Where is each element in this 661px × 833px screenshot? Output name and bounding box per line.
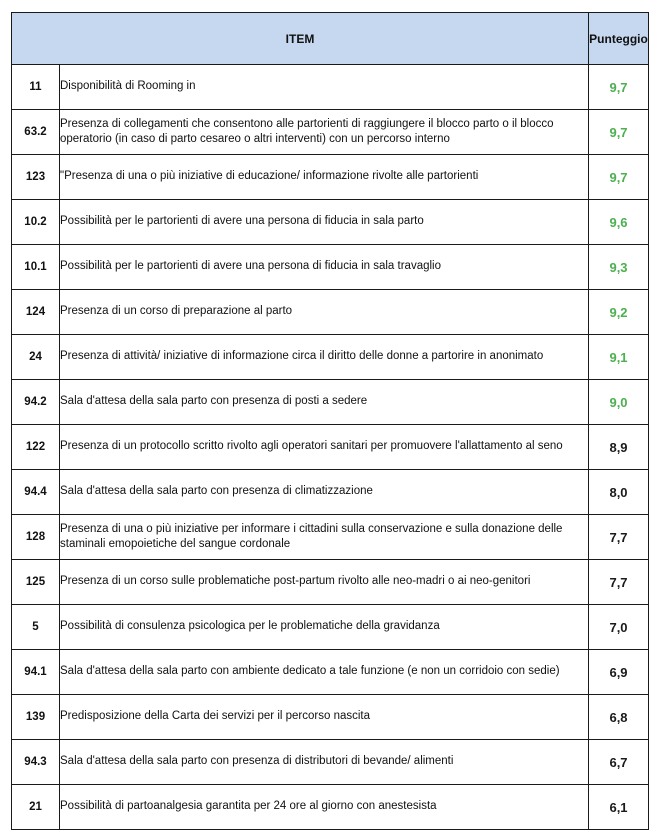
item-description: Possibilità di partoanalgesia garantita per 24 ore al giorno con anestesista: [60, 785, 589, 830]
table-row: [12, 785, 649, 830]
item-code: 125: [12, 560, 60, 605]
table-row: [12, 200, 649, 245]
item-description: Presenza di attività/ iniziative di informazione circa il diritto delle donne a partorire in anonimato: [60, 335, 589, 380]
item-description: Presenza di una o più iniziative per informare i cittadini sulla conservazione e sulla donazione delle staminali emopoietiche del sangue cordonale: [60, 515, 589, 560]
table-row: [12, 650, 649, 695]
item-code: 94.4: [12, 470, 60, 515]
table-row: [12, 155, 649, 200]
score-value: 6,1: [589, 785, 649, 830]
item-code: 24: [12, 335, 60, 380]
score-value: 8,9: [589, 425, 649, 470]
score-value: 9,2: [589, 290, 649, 335]
item-description: Disponibilità di Rooming in: [60, 65, 589, 110]
item-code: 10.1: [12, 245, 60, 290]
score-value: 9,0: [589, 380, 649, 425]
item-code: 123: [12, 155, 60, 200]
scores-table: [11, 12, 649, 830]
table-row: [12, 110, 649, 155]
item-code: 21: [12, 785, 60, 830]
score-value: 6,9: [589, 650, 649, 695]
score-value: 9,1: [589, 335, 649, 380]
item-description: Presenza di un corso sulle problematiche post-partum rivolto alle neo-madri o ai neo-genitori: [60, 560, 589, 605]
item-code: 94.2: [12, 380, 60, 425]
table-row: [12, 65, 649, 110]
item-code: 10.2: [12, 200, 60, 245]
table-row: [12, 740, 649, 785]
item-code: 5: [12, 605, 60, 650]
table-row: [12, 470, 649, 515]
item-code: 94.3: [12, 740, 60, 785]
item-code: 139: [12, 695, 60, 740]
item-description: Sala d'attesa della sala parto con presenza di distributori di bevande/ alimenti: [60, 740, 589, 785]
item-description: Sala d'attesa della sala parto con ambiente dedicato a tale funzione (e non un corridoio con sedie): [60, 650, 589, 695]
item-description: Sala d'attesa della sala parto con presenza di posti a sedere: [60, 380, 589, 425]
score-value: 6,8: [589, 695, 649, 740]
score-value: 9,7: [589, 110, 649, 155]
item-description: Sala d'attesa della sala parto con presenza di climatizzazione: [60, 470, 589, 515]
header-row: [12, 13, 649, 65]
item-code: 124: [12, 290, 60, 335]
table-row: [12, 695, 649, 740]
item-code: 11: [12, 65, 60, 110]
table-row: [12, 380, 649, 425]
table-row: [12, 335, 649, 380]
item-code: 63.2: [12, 110, 60, 155]
item-code: 94.1: [12, 650, 60, 695]
item-description: Possibilità per le partorienti di avere una persona di fiducia in sala travaglio: [60, 245, 589, 290]
score-value: 9,3: [589, 245, 649, 290]
score-value: 7,7: [589, 560, 649, 605]
table-row: [12, 515, 649, 560]
score-value: 6,7: [589, 740, 649, 785]
item-description: Presenza di un protocollo scritto rivolto agli operatori sanitari per promuovere l'allattamento al seno: [60, 425, 589, 470]
item-description: Presenza di un corso di preparazione al parto: [60, 290, 589, 335]
score-value: 7,7: [589, 515, 649, 560]
item-description: Possibilità per le partorienti di avere una persona di fiducia in sala parto: [60, 200, 589, 245]
score-column-header: Punteggio: [589, 13, 649, 65]
score-value: 8,0: [589, 470, 649, 515]
score-value: 9,7: [589, 155, 649, 200]
item-description: Predisposizione della Carta dei servizi per il percorso nascita: [60, 695, 589, 740]
item-description: Presenza di collegamenti che consentono alle partorienti di raggiungere il blocco parto o il blocco operatorio (in caso di parto cesareo o altri interventi) con un percorso interno: [60, 110, 589, 155]
item-column-header: ITEM: [12, 13, 589, 65]
item-description: "Presenza di una o più iniziative di educazione/ informazione rivolte alle partorienti: [60, 155, 589, 200]
score-value: 9,7: [589, 65, 649, 110]
item-code: 122: [12, 425, 60, 470]
item-description: Possibilità di consulenza psicologica per le problematiche della gravidanza: [60, 605, 589, 650]
table-row: [12, 290, 649, 335]
table-row: [12, 605, 649, 650]
table-body: [12, 65, 649, 830]
table-row: [12, 425, 649, 470]
score-value: 7,0: [589, 605, 649, 650]
table-row: [12, 560, 649, 605]
table-row: [12, 245, 649, 290]
score-value: 9,6: [589, 200, 649, 245]
item-code: 128: [12, 515, 60, 560]
